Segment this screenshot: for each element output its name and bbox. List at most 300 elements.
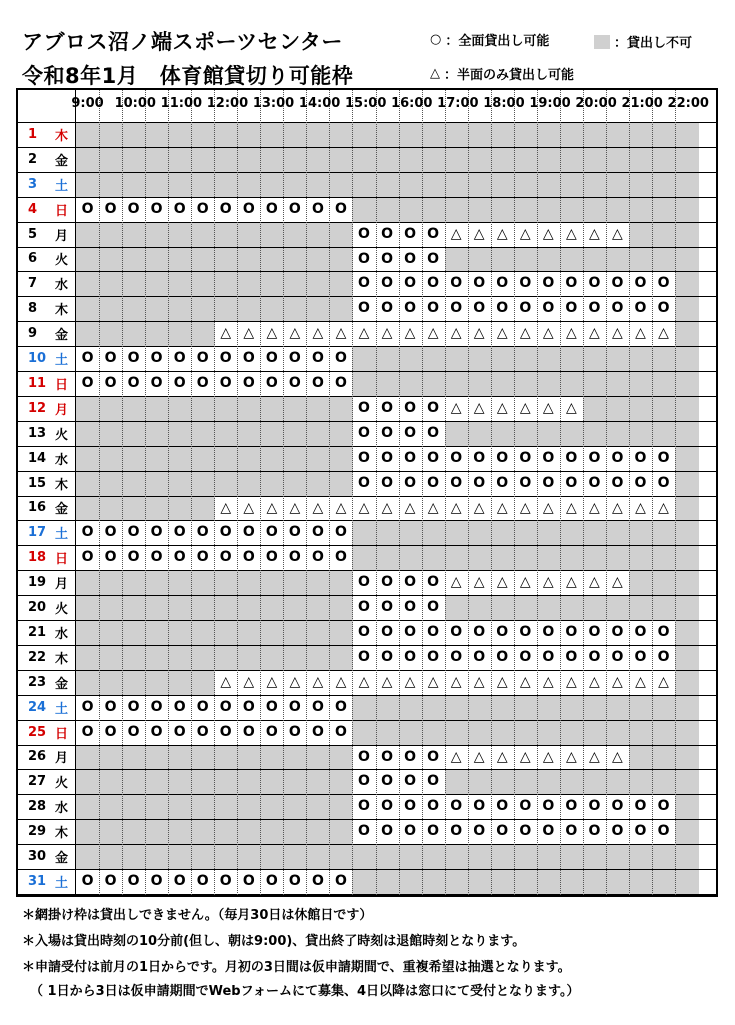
unavailable-cell [237, 645, 261, 670]
unavailable-cell [629, 147, 653, 172]
unavailable-cell [145, 147, 169, 172]
unavailable-cell [468, 172, 492, 197]
unavailable-cell [168, 321, 192, 346]
day-label [28, 247, 68, 272]
full-available-mark: O [450, 624, 463, 640]
slot-divider [99, 90, 100, 895]
full-available-mark: O [81, 698, 94, 715]
unavailable-cell [122, 471, 146, 496]
half-available-mark: △ [427, 499, 439, 516]
slot-divider [468, 90, 469, 895]
unavailable-cell [560, 197, 584, 222]
unavailable-cell [629, 844, 653, 869]
unavailable-cell [629, 745, 653, 770]
weekday-label: 木 [54, 826, 68, 842]
full-available-mark: O [381, 424, 393, 441]
unavailable-cell [145, 446, 169, 471]
unavailable-cell [491, 371, 515, 396]
unavailable-cell [583, 197, 607, 222]
full-available-mark: O [127, 350, 140, 367]
unavailable-cell [191, 570, 215, 595]
half-available-mark: △ [565, 748, 577, 765]
unavailable-cell [122, 396, 146, 421]
unavailable-cell [122, 844, 146, 869]
day-number: 29 [28, 824, 47, 840]
half-available-mark: △ [450, 748, 462, 765]
unavailable-cell [191, 595, 215, 620]
unavailable-cell [260, 271, 284, 296]
day-label [28, 197, 68, 222]
full-available-mark: O [127, 549, 140, 566]
unavailable-cell [376, 197, 400, 222]
unavailable-cell [675, 570, 699, 595]
unavailable-cell [237, 172, 261, 197]
unavailable-cell [445, 172, 469, 197]
unavailable-cell [583, 720, 607, 745]
unavailable-cell [168, 172, 192, 197]
unavailable-cell [237, 794, 261, 819]
circle-icon: ○ [430, 32, 442, 47]
half-available-mark: △ [565, 399, 577, 416]
slot-divider [491, 90, 492, 895]
unavailable-cell [99, 222, 123, 247]
unavailable-cell [306, 794, 330, 819]
unavailable-cell [352, 720, 376, 745]
weekday-label: 金 [54, 328, 68, 344]
hour-label: 10:00 [114, 96, 156, 111]
half-available-mark: △ [289, 499, 301, 516]
unavailable-cell [283, 794, 307, 819]
full-available-mark: O [104, 873, 117, 889]
full-available-mark: O [519, 624, 532, 640]
unavailable-cell [491, 197, 515, 222]
half-available-mark: △ [542, 748, 554, 765]
slot-divider [145, 90, 146, 895]
unavailable-cell [675, 595, 699, 620]
unavailable-cell [99, 446, 123, 471]
unavailable-cell [191, 620, 215, 645]
unavailable-cell [145, 570, 169, 595]
day-number: 26 [28, 749, 47, 765]
unavailable-cell [260, 421, 284, 446]
full-available-mark: O [427, 823, 440, 840]
unavailable-cell [352, 695, 376, 720]
unavailable-cell [283, 396, 307, 421]
unavailable-cell [445, 421, 469, 446]
weekday-label: 土 [54, 701, 68, 717]
unavailable-cell [260, 446, 284, 471]
slot-divider [376, 90, 377, 895]
unavailable-cell [399, 346, 423, 371]
unavailable-cell [76, 794, 100, 819]
unavailable-cell [145, 595, 169, 620]
half-available-mark: △ [542, 499, 554, 516]
day-label [28, 396, 68, 421]
unavailable-cell [652, 172, 676, 197]
unavailable-cell [422, 520, 446, 545]
day-label [28, 769, 68, 794]
unavailable-cell [283, 247, 307, 272]
unavailable-cell [306, 570, 330, 595]
full-available-mark: O [427, 449, 440, 466]
weekday-label: 木 [54, 651, 68, 667]
unavailable-cell [214, 172, 238, 197]
unavailable-cell [376, 545, 400, 570]
full-available-mark: O [81, 375, 94, 391]
half-available-mark: △ [519, 748, 531, 765]
unavailable-cell [191, 844, 215, 869]
day-number: 25 [28, 724, 47, 740]
unavailable-cell [583, 545, 607, 570]
unavailable-cell [145, 670, 169, 695]
unavailable-cell [99, 620, 123, 645]
unavailable-cell [399, 844, 423, 869]
weekday-label: 月 [54, 751, 68, 767]
full-available-mark: O [634, 648, 647, 665]
hour-label: 12:00 [206, 96, 249, 111]
unavailable-cell [675, 545, 699, 570]
day-label [28, 520, 68, 545]
full-available-mark: O [450, 449, 463, 466]
full-available-mark: O [196, 723, 209, 740]
unavailable-cell [675, 421, 699, 446]
unavailable-cell [652, 595, 676, 620]
full-available-mark: O [242, 723, 255, 740]
unavailable-cell [329, 595, 353, 620]
unavailable-cell [675, 670, 699, 695]
half-available-mark: △ [658, 325, 669, 342]
unavailable-cell [122, 446, 146, 471]
unavailable-cell [283, 645, 307, 670]
half-available-mark: △ [220, 325, 232, 342]
unavailable-cell [652, 222, 676, 247]
full-available-mark: O [335, 350, 347, 367]
half-available-mark: △ [519, 673, 531, 690]
unavailable-cell [468, 520, 492, 545]
full-available-mark: O [381, 449, 393, 466]
unavailable-cell [560, 122, 584, 147]
full-available-mark: O [381, 624, 393, 640]
unavailable-cell [306, 620, 330, 645]
unavailable-cell [329, 446, 353, 471]
unavailable-cell [468, 371, 492, 396]
half-available-mark: △ [266, 673, 278, 690]
unavailable-cell [214, 570, 238, 595]
unavailable-cell [606, 247, 630, 272]
full-available-mark: O [288, 723, 301, 740]
full-available-mark: O [242, 524, 255, 541]
full-available-mark: O [496, 474, 509, 491]
unavailable-cell [537, 147, 561, 172]
unavailable-cell [329, 222, 353, 247]
day-number: 24 [28, 699, 47, 715]
full-available-mark: O [519, 798, 532, 815]
unavailable-cell [168, 844, 192, 869]
weekday-label: 水 [54, 452, 68, 468]
full-available-mark: O [657, 798, 670, 815]
full-available-mark: O [358, 798, 370, 815]
unavailable-cell [191, 147, 215, 172]
unavailable-cell [260, 620, 284, 645]
unavailable-cell [76, 271, 100, 296]
unavailable-cell [491, 869, 515, 894]
unavailable-cell [122, 819, 146, 844]
unavailable-cell [352, 545, 376, 570]
full-available-mark: O [611, 474, 624, 491]
unavailable-cell [99, 396, 123, 421]
unavailable-cell [675, 769, 699, 794]
full-available-mark: O [288, 200, 301, 217]
unavailable-cell [214, 147, 238, 172]
day-number: 30 [28, 849, 47, 865]
unavailable-cell [560, 695, 584, 720]
half-available-mark: △ [565, 225, 577, 242]
day-number: 18 [28, 550, 47, 566]
weekday-label: 月 [54, 402, 68, 418]
full-available-mark: O [381, 748, 393, 765]
unavailable-cell [514, 520, 538, 545]
half-available-mark: △ [473, 399, 485, 416]
unavailable-cell [168, 745, 192, 770]
day-label [28, 745, 68, 770]
day-label [28, 844, 68, 869]
unavailable-cell [629, 172, 653, 197]
unavailable-cell [168, 222, 192, 247]
slot-divider [583, 90, 584, 895]
unavailable-cell [514, 197, 538, 222]
slot-divider [422, 90, 423, 895]
half-available-mark: △ [427, 325, 439, 342]
unavailable-cell [583, 595, 607, 620]
full-available-mark: O [358, 399, 370, 416]
unavailable-cell [99, 147, 123, 172]
full-available-mark: O [381, 599, 393, 616]
unavailable-cell [675, 122, 699, 147]
hour-label: 18:00 [483, 96, 525, 111]
full-available-mark: O [473, 624, 486, 640]
unavailable-cell [99, 595, 123, 620]
unavailable-cell [652, 869, 676, 894]
unavailable-cell [99, 172, 123, 197]
unavailable-cell [675, 222, 699, 247]
full-available-mark: O [473, 275, 486, 292]
unavailable-cell [260, 570, 284, 595]
half-available-mark: △ [612, 673, 623, 690]
full-available-mark: O [335, 549, 347, 566]
full-available-mark: O [219, 524, 232, 541]
unavailable-cell [76, 122, 100, 147]
note-line: （ 1日から3日は仮申請期間でWebフォームにて募集、4日以降は窓口にて受付となります。） [30, 984, 580, 999]
unavailable-cell [214, 247, 238, 272]
day-number: 22 [28, 649, 47, 665]
unavailable-cell [329, 570, 353, 595]
full-available-mark: O [150, 524, 163, 541]
full-available-mark: O [427, 300, 440, 317]
unavailable-cell [675, 396, 699, 421]
legend-unavailable-label: ：貸出し不可 [614, 36, 693, 51]
day-label [28, 869, 68, 894]
unavailable-cell [606, 695, 630, 720]
unavailable-cell [422, 122, 446, 147]
hour-label: 11:00 [160, 96, 203, 111]
unavailable-cell [606, 595, 630, 620]
full-available-mark: O [588, 449, 601, 466]
unavailable-cell [237, 421, 261, 446]
unavailable-cell [468, 844, 492, 869]
full-available-mark: O [311, 723, 324, 740]
full-available-mark: O [565, 648, 578, 665]
unavailable-cell [237, 769, 261, 794]
unavailable-cell [191, 321, 215, 346]
day-label [28, 371, 68, 396]
day-label [28, 819, 68, 844]
full-available-mark: O [358, 449, 370, 466]
unavailable-cell [306, 595, 330, 620]
unavailable-cell [99, 496, 123, 521]
unavailable-cell [583, 247, 607, 272]
weekday-label: 土 [54, 875, 68, 891]
half-available-mark: △ [589, 673, 600, 690]
unavailable-cell [537, 769, 561, 794]
unavailable-cell [283, 446, 307, 471]
unavailable-cell [629, 122, 653, 147]
label-divider [75, 90, 76, 895]
unavailable-cell [583, 172, 607, 197]
unavailable-cell [629, 720, 653, 745]
day-label [28, 620, 68, 645]
half-available-mark: △ [589, 748, 600, 765]
unavailable-cell [168, 396, 192, 421]
unavailable-cell [652, 545, 676, 570]
full-available-mark: O [335, 723, 347, 740]
half-available-mark: △ [243, 673, 255, 690]
full-available-mark: O [104, 375, 117, 391]
unavailable-cell [191, 247, 215, 272]
unavailable-cell [306, 172, 330, 197]
unavailable-cell [652, 122, 676, 147]
day-number: 11 [28, 375, 47, 391]
unavailable-cell [260, 844, 284, 869]
unavailable-cell [399, 371, 423, 396]
unavailable-cell [468, 869, 492, 894]
full-available-mark: O [311, 200, 324, 217]
half-available-mark: △ [289, 673, 301, 690]
unavailable-cell [168, 620, 192, 645]
slot-divider [629, 90, 630, 895]
unavailable-cell [283, 147, 307, 172]
unavailable-cell [237, 122, 261, 147]
unavailable-cell [191, 222, 215, 247]
day-number: 15 [28, 475, 47, 491]
availability-grid [16, 88, 718, 897]
weekday-label: 火 [54, 776, 68, 792]
weekday-label: 水 [54, 626, 68, 642]
unavailable-cell [376, 695, 400, 720]
unavailable-cell [445, 147, 469, 172]
unavailable-cell [329, 844, 353, 869]
unavailable-cell [260, 147, 284, 172]
unavailable-cell [491, 695, 515, 720]
unavailable-cell [122, 271, 146, 296]
full-available-mark: O [427, 748, 440, 765]
unavailable-cell [675, 147, 699, 172]
unavailable-cell [629, 421, 653, 446]
full-available-mark: O [588, 798, 601, 815]
unavailable-cell [675, 745, 699, 770]
weekday-label: 日 [54, 203, 68, 219]
full-available-mark: O [104, 524, 117, 541]
full-available-mark: O [634, 275, 647, 292]
unavailable-cell [76, 222, 100, 247]
half-available-mark: △ [266, 499, 278, 516]
full-available-mark: O [473, 648, 486, 665]
unavailable-cell [191, 471, 215, 496]
unavailable-cell [283, 471, 307, 496]
day-number: 5 [28, 226, 38, 242]
full-available-mark: O [427, 648, 440, 665]
full-available-mark: O [265, 524, 278, 541]
unavailable-cell [606, 520, 630, 545]
full-available-mark: O [335, 873, 347, 889]
unavailable-cell [629, 570, 653, 595]
full-available-mark: O [634, 624, 647, 640]
unavailable-cell [537, 197, 561, 222]
full-available-mark: O [311, 698, 324, 715]
unavailable-cell [237, 271, 261, 296]
half-available-mark: △ [612, 325, 623, 342]
half-available-mark: △ [220, 499, 232, 516]
day-label [28, 446, 68, 471]
full-available-mark: O [381, 798, 393, 815]
full-available-mark: O [358, 424, 370, 441]
full-available-mark: O [657, 648, 670, 665]
unavailable-cell [76, 496, 100, 521]
unavailable-cell [675, 471, 699, 496]
full-available-mark: O [519, 823, 532, 840]
slot-divider [606, 90, 607, 895]
day-number: 12 [28, 400, 47, 416]
full-available-mark: O [519, 449, 532, 466]
full-available-mark: O [404, 798, 417, 815]
unavailable-cell [352, 371, 376, 396]
day-number: 4 [28, 201, 38, 217]
unavailable-cell [168, 147, 192, 172]
half-available-mark: △ [312, 673, 324, 690]
day-label [28, 645, 68, 670]
unavailable-cell [168, 471, 192, 496]
slot-divider [214, 90, 215, 895]
day-number: 19 [28, 575, 47, 591]
full-available-mark: O [565, 275, 578, 292]
unavailable-cell [652, 720, 676, 745]
half-available-mark: △ [381, 673, 393, 690]
unavailable-cell [76, 745, 100, 770]
half-available-mark: △ [243, 325, 255, 342]
unavailable-cell [191, 670, 215, 695]
weekday-label: 木 [54, 128, 68, 144]
full-available-mark: O [404, 300, 417, 317]
unavailable-cell [652, 346, 676, 371]
unavailable-cell [491, 844, 515, 869]
full-available-mark: O [404, 399, 417, 416]
unavailable-cell [583, 421, 607, 446]
full-available-mark: O [358, 748, 370, 765]
day-number: 8 [28, 301, 38, 317]
weekday-label: 水 [54, 278, 68, 294]
unavailable-cell [145, 471, 169, 496]
unavailable-cell [606, 172, 630, 197]
day-number: 3 [28, 176, 38, 192]
